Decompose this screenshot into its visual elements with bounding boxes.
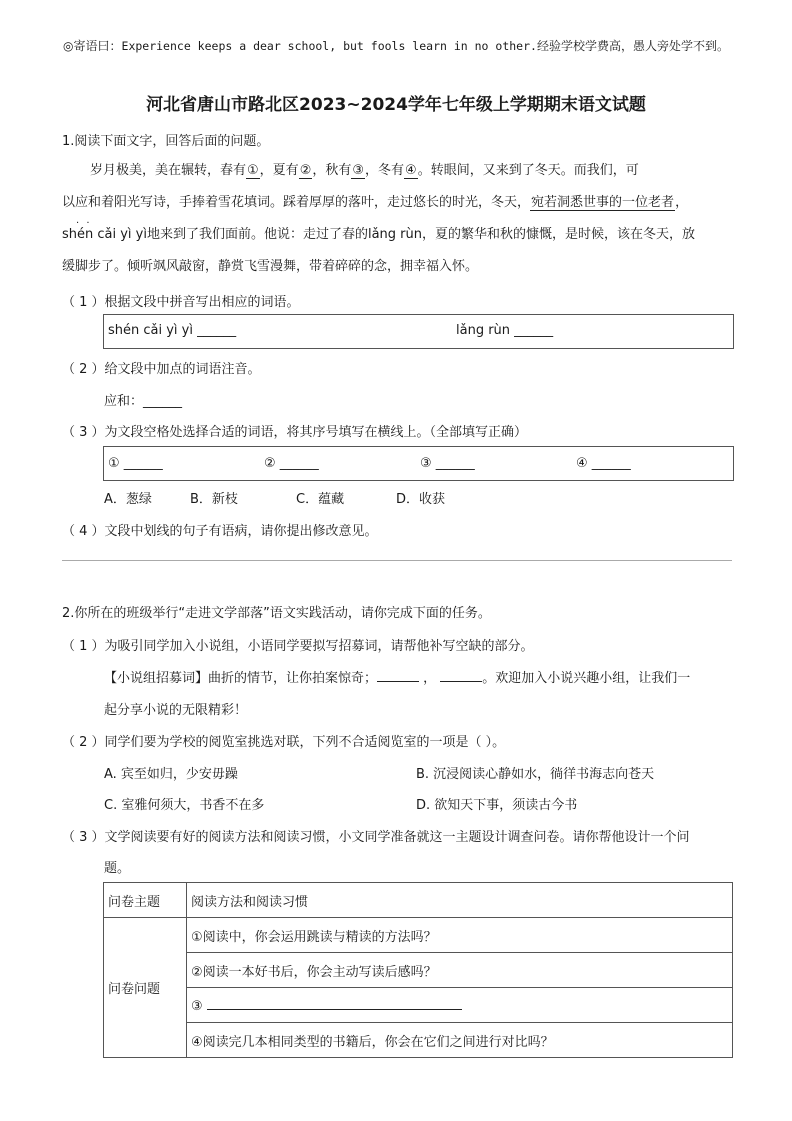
motto-chinese: 经验学校学费高，愚人旁处学不到。 xyxy=(536,39,729,53)
topic-label: 问卷主题 xyxy=(104,883,187,918)
sub3-blank-2: ② ______ xyxy=(264,456,319,471)
sub3-blank-4: ④ ______ xyxy=(576,456,631,471)
sub3-blank-1: ① ______ xyxy=(108,456,163,471)
q2-stem: 2.你所在的班级举行“走进文学部落”语文实践活动，请你完成下面的任务。 xyxy=(62,606,491,621)
table-row xyxy=(104,953,733,988)
sub3-option-b: B．新枝 xyxy=(190,492,238,507)
q1-sub1: （ 1 ）根据文段中拼音写出相应的词语。 xyxy=(62,295,300,310)
blank-marker-1: ① xyxy=(247,163,259,178)
blank-marker-3: ③ xyxy=(352,163,365,178)
passage-text: 着阳光写诗，手捧着雪花填词。踩着厚厚的落叶，走过悠长的时光，冬天， xyxy=(101,195,531,210)
passage-text: ，冬有 xyxy=(365,163,405,178)
q2-sub3: （ 3 ）文学阅读要有好的阅读方法和阅读习惯，小文同学准备就这一主题设计调查问卷。请你帮他设计一个问 xyxy=(62,830,690,845)
q2-sub3-end: 题。 xyxy=(104,861,131,876)
q1-passage-line2 xyxy=(62,187,732,219)
q1-sub2: （ 2 ）给文段中加点的词语注音。 xyxy=(62,362,261,377)
q2-option-d: D. 欲知天下事，须读古今书 xyxy=(416,798,578,813)
sub2-answer[interactable]: 应和：______ xyxy=(104,394,183,409)
dotted-word: 应和 · · xyxy=(75,195,101,210)
q2-option-a: A. 宾至如归，少安毋躁 xyxy=(104,767,238,782)
q2-option-c: C. 室雅何须大，书香不在多 xyxy=(104,798,265,813)
q2-sub1-text: 【小说组招募词】曲折的情节，让你拍案惊奇； ， 。欢迎加入小说兴趣小组，让我们一 xyxy=(104,671,691,686)
q1-passage-line4: 缓脚步了。倾听飒风敲窗，静赏飞雪漫舞，带着碎碎的念，拥幸福入怀。 xyxy=(62,259,479,274)
passage-text: ， xyxy=(675,195,689,210)
passage-text: 岁月极美，美在辗转，春有 xyxy=(90,163,247,178)
question-label: 问卷问题 xyxy=(104,918,187,1058)
underlined-sentence: 宛若洞悉世事的一位老者 xyxy=(531,195,675,210)
question-1: ①阅读中，你会运用跳读与精读的方法吗？ xyxy=(187,918,733,953)
passage-text: ，夏有 xyxy=(259,163,299,178)
topic-value: 阅读方法和阅读习惯 xyxy=(187,883,733,918)
passage-text: 。转眼间，又来到了冬天。而我们，可 xyxy=(417,163,639,178)
sub3-option-a: A．葱绿 xyxy=(104,492,152,507)
q2-sub1-text-end: 起分享小说的无限精彩！ xyxy=(104,703,248,718)
answer-divider xyxy=(62,560,732,561)
q1-stem: 1.阅读下面文字，回答后面的问题。 xyxy=(62,134,270,149)
motto-english: Experience keeps a dear school, but fools learn in no other. xyxy=(121,39,537,53)
motto-prefix: ◎寄语曰： xyxy=(63,39,122,53)
table-row xyxy=(104,988,733,1023)
passage-text: 以 xyxy=(62,195,76,210)
question-3-marker: ③ xyxy=(191,998,203,1014)
sub1-answer-a: shén cǎi yì yì ______ xyxy=(108,323,237,338)
motto xyxy=(40,38,752,54)
passage-text: ，秋有 xyxy=(312,163,352,178)
recruit-blank-1[interactable] xyxy=(377,669,419,682)
recruit-text: 【小说组招募词】曲折的情节，让你拍案惊奇； xyxy=(104,671,378,686)
table-row xyxy=(104,918,733,953)
question-3-blank[interactable] xyxy=(207,997,462,1010)
q1-sub3: （ 3 ）为文段空格处选择合适的词语，将其序号填写在横线上。（全部填写正确） xyxy=(62,425,528,440)
sub1-answer-b: lǎng rùn ______ xyxy=(456,323,554,338)
answer-box-1[interactable] xyxy=(103,314,734,349)
recruit-text: 。欢迎加入小说兴趣小组，让我们一 xyxy=(482,671,691,686)
sub3-blank-3: ③ ______ xyxy=(420,456,475,471)
q1-passage xyxy=(62,155,732,187)
question-3[interactable] xyxy=(187,988,733,1023)
table-row xyxy=(104,1023,733,1058)
q1-passage-line3: shén cǎi yì yì地来到了我们面前。他说：走过了春的lǎng rùn，夏的繁华和秋的慷慨，是时候，该在冬天，放 xyxy=(62,227,696,242)
q2-sub2: （ 2 ）同学们要为学校的阅览室挑选对联，下列不合适阅览室的一项是（ ）。 xyxy=(62,735,506,750)
sub3-option-d: D．收获 xyxy=(396,492,446,507)
page-title: 河北省唐山市路北区2023~2024学年七年级上学期期末语文试题 xyxy=(146,95,646,115)
recruit-blank-2[interactable] xyxy=(440,669,482,682)
survey-table xyxy=(103,882,733,1058)
q2-option-b: B. 沉浸阅读心静如水，徜徉书海志向苍天 xyxy=(416,767,655,782)
q1-sub4: （ 4 ）文段中划线的句子有语病，请你提出修改意见。 xyxy=(62,524,378,539)
table-row xyxy=(104,883,733,918)
q2-sub1: （ 1 ）为吸引同学加入小说组，小语同学要拟写招募词，请帮他补写空缺的部分。 xyxy=(62,639,534,654)
question-2: ②阅读一本好书后，你会主动写读后感吗？ xyxy=(187,953,733,988)
question-4: ④阅读完几本相同类型的书籍后，你会在它们之间进行对比吗？ xyxy=(187,1023,733,1058)
blank-marker-2: ② xyxy=(299,163,312,178)
answer-box-3[interactable] xyxy=(103,446,734,481)
sub3-option-c: C．蕴藏 xyxy=(296,492,345,507)
blank-marker-4: ④ xyxy=(405,163,417,178)
